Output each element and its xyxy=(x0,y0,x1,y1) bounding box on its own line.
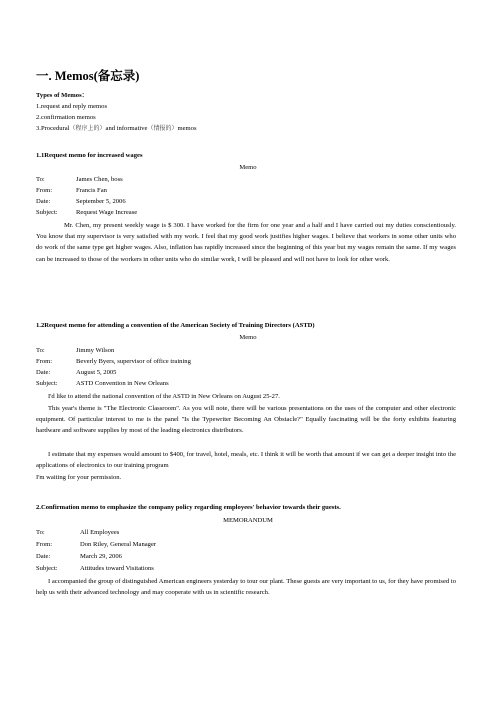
types-item-3-d: （情报的） xyxy=(147,126,178,132)
types-item-1: 1.request and reply memos xyxy=(36,103,108,110)
section3-to: To: All Employees xyxy=(36,529,120,536)
section3-subject: Subject: Attitudes toward Visitations xyxy=(36,565,154,572)
section2-from: From: Beverly Byers, supervisor of office training xyxy=(36,358,191,365)
section1-body: Mr. Chen, my present weekly wage is $ 300. I have worked for the firm for one year and a half and I have carried out my duties conscientiously. You know that my supervisor is very satisfied with my work. I feel that my good work justifies higher wages. I believe that workers in some other units who do work of the same type get higher wages. Also, inflation has rapidly increased since the beginning of this year but my wages remain the same. If my wages can be increased to those of the workers in other units who do similar work, I will be pleased and will not have to look for other work. xyxy=(36,222,456,263)
section2-para-2: This year's theme is "The Electronic Classroom". As you will note, there will be various presentations on the uses of the computer and other electronic equipment. Of particular interest to me is the panel "Is the Typewriter Becoming An Obstacle?" Equally fascinating will be the forty exhibits featuring hardware and software supplies by most of the leading electronics distributors. xyxy=(36,405,456,435)
section-heading: 一. Memos(备忘录) xyxy=(36,69,140,83)
section2-para-3: I estimate that my expenses would amount to $400, for travel, hotel, meals, etc. I think it will be worth that amount if we can get a deeper insight into the applications of electronics to our training program xyxy=(36,451,456,470)
types-item-3-a: 3.Procedural xyxy=(36,125,70,132)
section3-para-1: I accompanied the group of distinguished American engineers yesterday to tour our plant. These guests are very important to us, for they have promised to help us with their advanced technology and may cooperate with us in scientific research. xyxy=(36,578,456,597)
section2-title: 1.2Request memo for attending a convention of the American Society of Training Directors (ASTD) xyxy=(36,322,315,329)
section2-subject: Subject: ASTD Convention in New Orleans xyxy=(36,380,169,387)
section1-to: To: James Chen, boss xyxy=(36,176,123,183)
section3-title: 2.Confirmation memo to emphasize the company policy regarding employees' behavior towards their guests. xyxy=(36,504,341,511)
types-item-3-c: and informative xyxy=(105,125,148,132)
types-item-3-b: （程序上的） xyxy=(69,126,106,132)
section2-date: Date: August 5, 2005 xyxy=(36,369,117,376)
section2-memo-label: Memo xyxy=(239,334,257,341)
section3-memo-label: MEMORANDUM xyxy=(223,517,273,524)
section3-from: From: Don Riley, General Manager xyxy=(36,541,157,548)
section1-memo-label: Memo xyxy=(239,164,257,171)
section1-subject: Subject: Request Wage Increase xyxy=(36,209,138,216)
section2-para-1: I'd like to attend the national convention of the ASTD in New Orleans on August 25-27. xyxy=(48,393,280,400)
section2-para-4: I'm waiting for your permission. xyxy=(36,474,122,481)
section2-to: To: Jimmy Wilson xyxy=(36,347,115,354)
types-item-3 xyxy=(36,125,197,133)
section3-date: Date: March 29, 2006 xyxy=(36,553,122,560)
types-title: Types of Memos： xyxy=(36,92,89,99)
types-item-3-e: memos xyxy=(177,125,197,132)
types-item-2: 2.confirmation memos xyxy=(36,114,96,121)
section1-from: From: Francis Fan xyxy=(36,187,107,194)
section1-title: 1.1Request memo for increased wages xyxy=(36,152,143,159)
section1-date: Date: September 5, 2006 xyxy=(36,198,126,205)
